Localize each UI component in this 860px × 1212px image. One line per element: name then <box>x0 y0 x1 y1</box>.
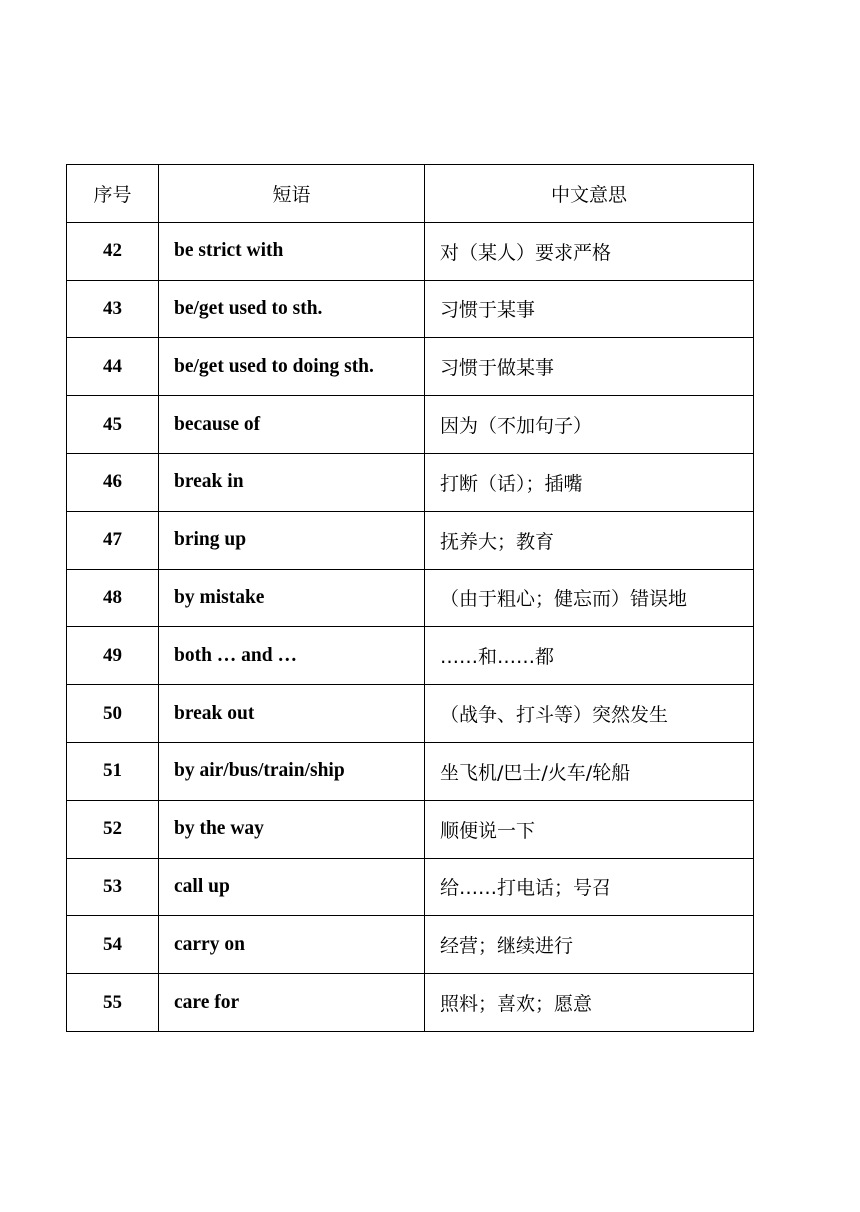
row-phrase: break out <box>159 685 425 743</box>
table-row <box>67 453 754 511</box>
table-row <box>67 916 754 974</box>
row-phrase: because of <box>159 396 425 454</box>
row-phrase: care for <box>159 974 425 1032</box>
row-meaning: 对（某人）要求严格 <box>425 222 754 280</box>
row-number: 55 <box>67 974 159 1032</box>
table-row <box>67 800 754 858</box>
table-body <box>67 222 754 1031</box>
row-meaning: ……和……都 <box>425 627 754 685</box>
row-meaning: （战争、打斗等）突然发生 <box>425 685 754 743</box>
table-row <box>67 858 754 916</box>
row-phrase: break in <box>159 453 425 511</box>
table-row <box>67 627 754 685</box>
row-number: 44 <box>67 338 159 396</box>
row-number: 42 <box>67 222 159 280</box>
row-number: 45 <box>67 396 159 454</box>
table-row <box>67 396 754 454</box>
row-phrase: be/get used to sth. <box>159 280 425 338</box>
row-number: 49 <box>67 627 159 685</box>
row-phrase: carry on <box>159 916 425 974</box>
row-meaning: （由于粗心；健忘而）错误地 <box>425 569 754 627</box>
row-meaning: 坐飞机/巴士/火车/轮船 <box>425 742 754 800</box>
row-number: 50 <box>67 685 159 743</box>
row-meaning: 习惯于做某事 <box>425 338 754 396</box>
header-row <box>67 165 754 223</box>
table-row <box>67 222 754 280</box>
header-phrase: 短语 <box>159 165 425 223</box>
table-row <box>67 511 754 569</box>
row-phrase: be strict with <box>159 222 425 280</box>
vocabulary-table <box>66 164 754 1032</box>
row-meaning: 给……打电话；号召 <box>425 858 754 916</box>
row-phrase: be/get used to doing sth. <box>159 338 425 396</box>
row-phrase: by the way <box>159 800 425 858</box>
row-number: 52 <box>67 800 159 858</box>
table-row <box>67 569 754 627</box>
row-phrase: by mistake <box>159 569 425 627</box>
table-row <box>67 338 754 396</box>
row-meaning: 打断（话）；插嘴 <box>425 453 754 511</box>
row-number: 46 <box>67 453 159 511</box>
row-number: 53 <box>67 858 159 916</box>
table-row <box>67 685 754 743</box>
row-phrase: call up <box>159 858 425 916</box>
row-number: 51 <box>67 742 159 800</box>
row-number: 47 <box>67 511 159 569</box>
header-number: 序号 <box>67 165 159 223</box>
row-meaning: 习惯于某事 <box>425 280 754 338</box>
row-number: 48 <box>67 569 159 627</box>
row-meaning: 经营；继续进行 <box>425 916 754 974</box>
table-row <box>67 974 754 1032</box>
row-meaning: 因为（不加句子） <box>425 396 754 454</box>
table-row <box>67 280 754 338</box>
header-meaning: 中文意思 <box>425 165 754 223</box>
row-meaning: 顺便说一下 <box>425 800 754 858</box>
table-row <box>67 742 754 800</box>
row-number: 43 <box>67 280 159 338</box>
row-phrase: bring up <box>159 511 425 569</box>
row-number: 54 <box>67 916 159 974</box>
row-phrase: both … and … <box>159 627 425 685</box>
row-meaning: 照料；喜欢；愿意 <box>425 974 754 1032</box>
row-phrase: by air/bus/train/ship <box>159 742 425 800</box>
row-meaning: 抚养大；教育 <box>425 511 754 569</box>
